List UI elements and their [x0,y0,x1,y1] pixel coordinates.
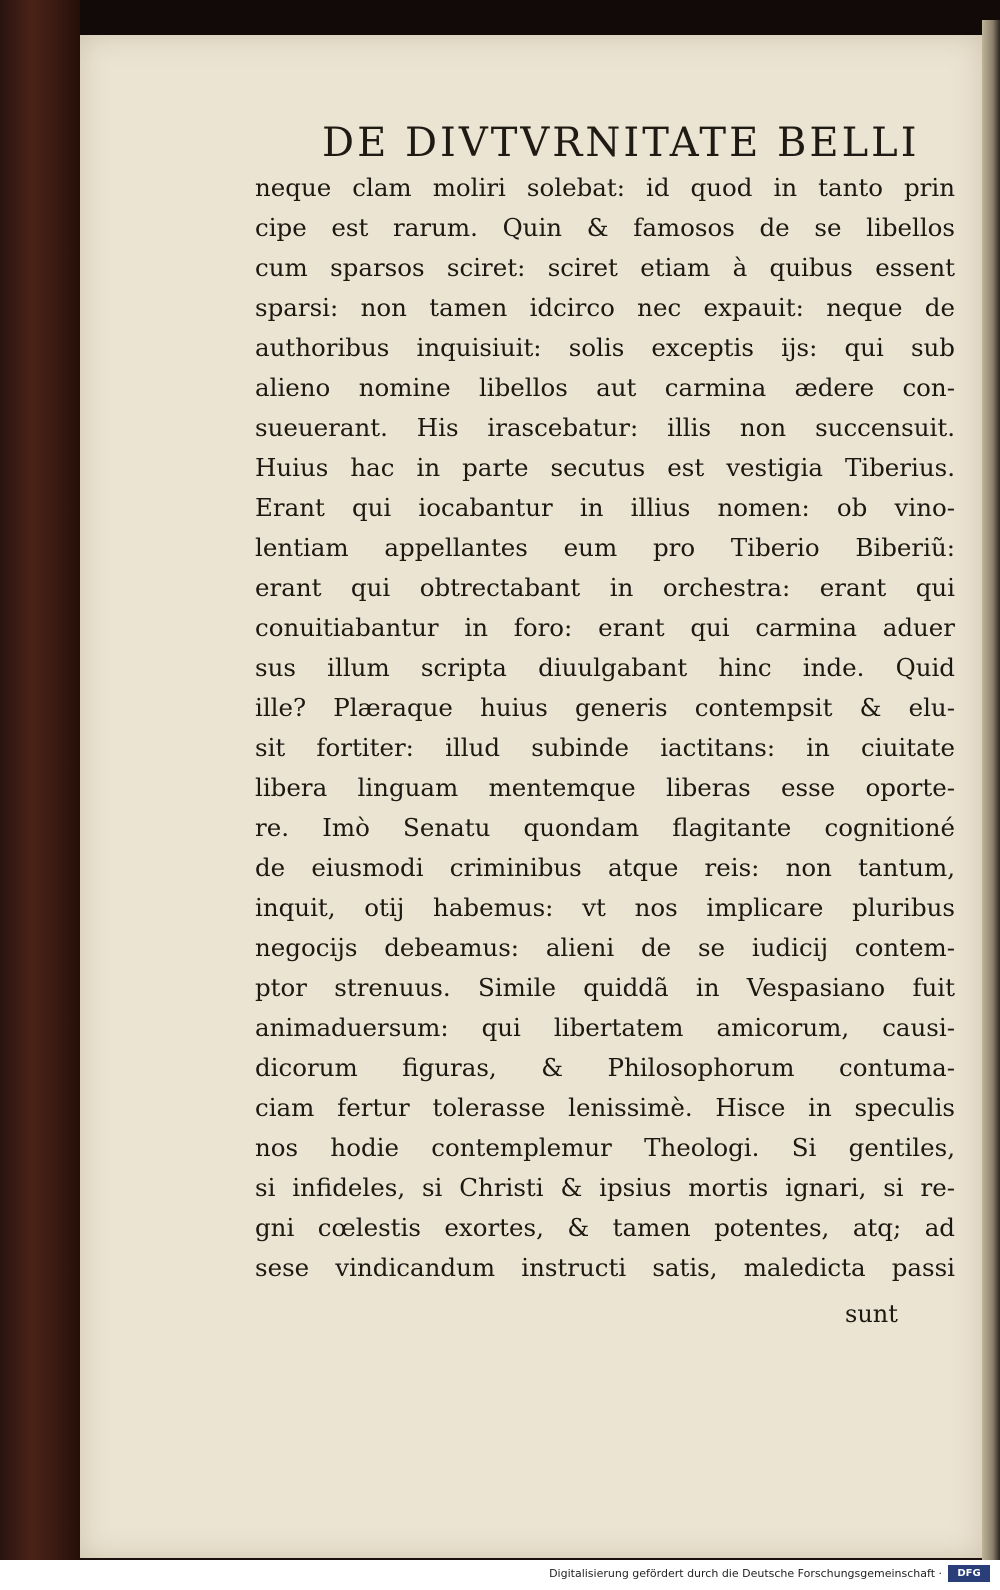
text-line: conuitiabantur in foro: erant qui carmina aduer [255,613,955,642]
text-line: sparsi: non tamen idcirco nec expauit: neque de [255,293,955,322]
text-line: erant qui obtrectabant in orchestra: erant qui [255,573,955,602]
text-line: alieno nomine libellos aut carmina ædere con- [255,373,955,402]
text-line: authoribus inquisiuit: solis exceptis ijs: qui sub [255,333,955,362]
text-line: ciam fertur tolerasse lenissimè. Hisce in speculis [255,1093,955,1122]
text-line: si infideles, si Christi & ipsius mortis ignari, si re- [255,1173,955,1202]
page-edge [982,20,1000,1565]
text-line: de eiusmodi criminibus atque reis: non tantum, [255,853,955,882]
text-line: ptor strenuus. Simile quiddã in Vespasiano fuit [255,973,955,1002]
text-line: nos hodie contemplemur Theologi. Si gentiles, [255,1133,955,1162]
text-line: inquit, otij habemus: vt nos implicare pluribus [255,893,955,922]
text-line: cum sparsos sciret: sciret etiam à quibus essent [255,253,955,282]
text-line: dicorum figuras, & Philosophorum contuma- [255,1053,955,1082]
text-line: Huius hac in parte secutus est vestigia Tiberius. [255,453,955,482]
dfg-credit: Digitalisierung gefördert durch die Deutsche Forschungsgemeinschaft · [549,1567,942,1580]
text-line: neque clam moliri solebat: id quod in tanto prin [255,173,955,202]
text-line: re. Imò Senatu quondam flagitante cognitioné [255,813,955,842]
catchword: sunt [845,1300,898,1328]
book-spine [0,0,80,1560]
dfg-logo: DFG [948,1565,990,1582]
text-line: sese vindicandum instructi satis, maledicta passi [255,1253,955,1282]
text-line: negocijs debeamus: alieni de se iudicij contem- [255,933,955,962]
text-line: animaduersum: qui libertatem amicorum, causi- [255,1013,955,1042]
text-body [255,168,955,1288]
text-line: gni cœlestis exortes, & tamen potentes, atq; ad [255,1213,955,1242]
text-line: sit fortiter: illud subinde iactitans: in ciuitate [255,733,955,762]
text-line: sus illum scripta diuulgabant hinc inde. Quid [255,653,955,682]
text-line: cipe est rarum. Quin & famosos de se libellos [255,213,955,242]
top-shadow [0,0,1000,40]
text-line: libera linguam mentemque liberas esse oporte- [255,773,955,802]
text-line: Erant qui iocabantur in illius nomen: ob vino- [255,493,955,522]
text-line: lentiam appellantes eum pro Tiberio Biberiũ: [255,533,955,562]
text-line: ille? Plæraque huius generis contempsit & elu- [255,693,955,722]
running-head: DE DIVTVRNITATE BELLI [322,120,920,166]
text-line: sueuerant. His irascebatur: illis non succensuit. [255,413,955,442]
